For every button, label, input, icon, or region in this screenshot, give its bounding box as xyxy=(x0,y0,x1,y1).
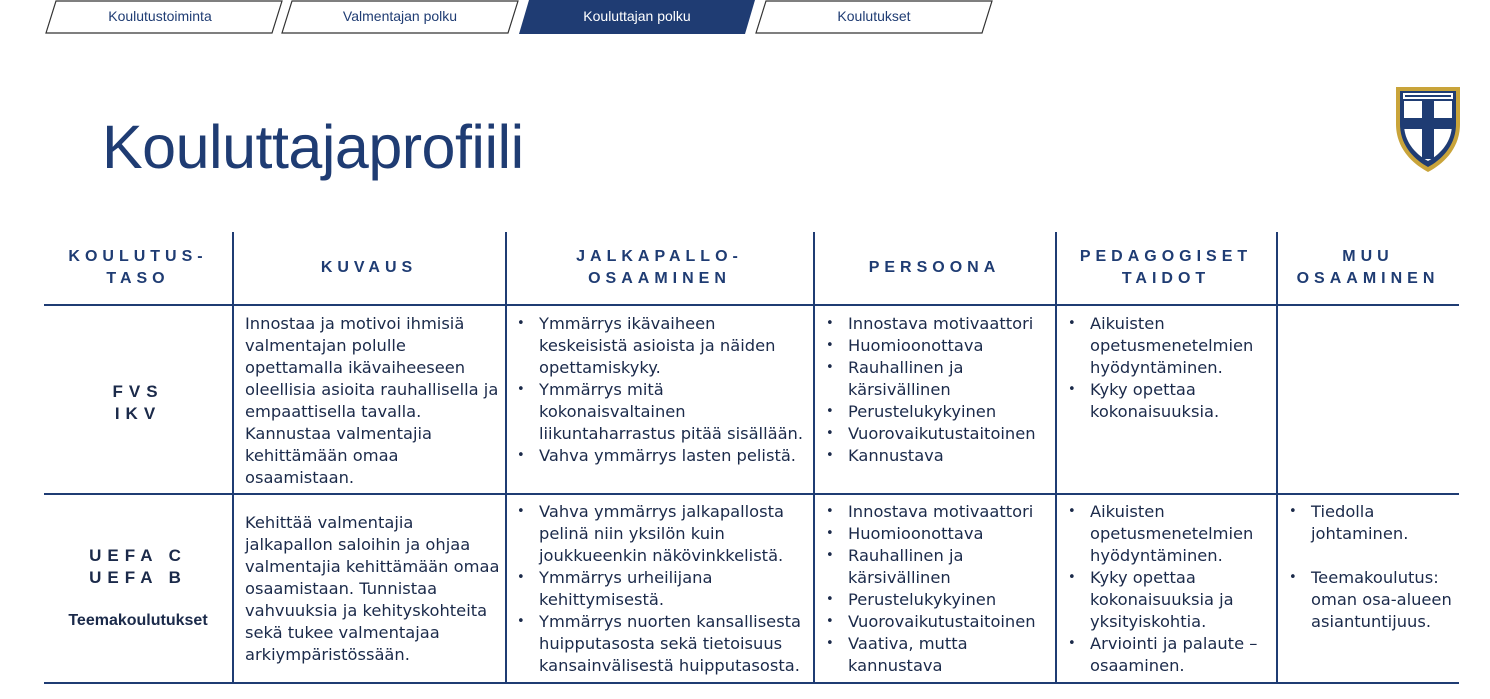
column-divider xyxy=(232,232,234,684)
list-item: • Rauhallinen ja kärsivällinen xyxy=(826,357,1054,401)
list-item: • Vahva ymmärrys lasten pelistä. xyxy=(517,445,807,467)
header-line: JALKAPALLO- xyxy=(576,248,743,265)
list-item: • Teemakoulutus: oman osa-alueen asiantuntijuus. xyxy=(1289,567,1457,633)
row2-persona xyxy=(826,501,1054,677)
header-line: TASO xyxy=(106,270,170,287)
list-item: • Perustelukykyinen xyxy=(826,401,1054,423)
header-muu-osaaminen xyxy=(1277,232,1459,304)
list-item: • Vaativa, mutta kannustava xyxy=(826,633,1054,677)
list-item: • Ymmärrys mitä kokonaisvaltainen liikuntaharrastus pitää sisällään. xyxy=(517,379,807,445)
header-line: KOULUTUS- xyxy=(68,248,208,265)
page-title: Kouluttajaprofiili xyxy=(102,113,524,181)
tab-label: Kouluttajan polku xyxy=(583,8,691,24)
list-item: • Ymmärrys urheilijana kehittymisestä. xyxy=(517,567,807,611)
header-line: OSAAMINEN xyxy=(1296,270,1440,287)
header-line: TAIDOT xyxy=(1121,270,1211,287)
row2-other xyxy=(1289,501,1457,633)
header-pedagogiset-taidot xyxy=(1056,232,1276,304)
list-item: • Vuorovaikutustaitoinen xyxy=(826,423,1054,445)
tab-koulutustoiminta[interactable] xyxy=(44,0,274,34)
header-line: KUVAUS xyxy=(320,259,418,276)
list-item: • Vuorovaikutustaitoinen xyxy=(826,611,1054,633)
list-item: • Vahva ymmärrys jalkapallosta pelinä niin yksilön kuin joukkueenkin näkövinkkelistä. xyxy=(517,501,807,567)
row1-level xyxy=(44,381,232,425)
row2-description: Kehittää valmentajia jalkapallon saloihin ja ohjaa valmentajia kehittämään omaa osaamistaan. Tunnistaa vahvuuksia ja kehityskohteita sekä tukee valmentajaa arkiympäristössään. xyxy=(245,513,500,664)
list-item: • Arviointi ja palaute – osaaminen. xyxy=(1068,633,1268,677)
row2-theme-trainings: Teemakoulutukset xyxy=(68,612,208,629)
level-name: UEFA C xyxy=(89,546,187,565)
column-divider xyxy=(1055,232,1057,684)
header-line: MUU xyxy=(1342,248,1394,265)
column-divider xyxy=(813,232,815,684)
header-line: PERSOONA xyxy=(868,259,1001,276)
header-persoona xyxy=(814,232,1055,304)
tab-valmentajan-polku[interactable] xyxy=(280,0,510,34)
row2-level xyxy=(44,545,232,589)
list-item: • Innostava motivaattori xyxy=(826,501,1054,523)
list-item: • Huomioonottava xyxy=(826,335,1054,357)
tab-kouluttajan-polku[interactable] xyxy=(517,0,747,34)
football-association-logo xyxy=(1393,84,1463,174)
list-item: • Perustelukykyinen xyxy=(826,589,1054,611)
list-item: • Kyky opettaa kokonaisuuksia ja yksityiskohtia. xyxy=(1068,567,1268,633)
list-item: • Kyky opettaa kokonaisuuksia. xyxy=(1068,379,1268,423)
header-line: OSAAMINEN xyxy=(588,270,731,287)
list-item: • Aikuisten opetusmenetelmien hyödyntäminen. xyxy=(1068,313,1268,379)
list-item: • Kannustava xyxy=(826,445,1054,467)
list-item: • Ymmärrys ikävaiheen keskeisistä asioista ja näiden opettamiskyky. xyxy=(517,313,807,379)
row2-football xyxy=(517,501,807,677)
level-name: FVS xyxy=(112,382,164,401)
tab-label: Koulutukset xyxy=(837,8,911,24)
header-jalkapallo-osaaminen xyxy=(506,232,813,304)
row1-pedagogy xyxy=(1068,313,1268,423)
level-name: IKV xyxy=(114,404,162,423)
header-koulutustaso xyxy=(44,232,232,304)
row2-pedagogy xyxy=(1068,501,1268,677)
table-divider xyxy=(44,682,1459,684)
level-name: UEFA B xyxy=(89,568,187,587)
row1-football xyxy=(517,313,807,467)
row1-description: Innostaa ja motivoi ihmisiä valmentajan polulle opettamalla ikävaiheeseen oleellisia asioita rauhallisella ja empaattisella tavalla. Kannustaa valmentajia kehittämään omaa osaamistaan. xyxy=(245,314,499,487)
tab-koulutukset[interactable] xyxy=(754,0,984,34)
list-item: • Aikuisten opetusmenetelmien hyödyntäminen. xyxy=(1068,501,1268,567)
table-divider xyxy=(44,493,1459,495)
tab-label: Koulutustoiminta xyxy=(108,8,212,24)
tab-label: Valmentajan polku xyxy=(342,8,458,24)
list-item: • Rauhallinen ja kärsivällinen xyxy=(826,545,1054,589)
list-item: • Huomioonottava xyxy=(826,523,1054,545)
table-divider xyxy=(44,304,1459,306)
list-item: • Tiedolla johtaminen. xyxy=(1289,501,1457,545)
row1-persona xyxy=(826,313,1054,467)
column-divider xyxy=(505,232,507,684)
header-kuvaus xyxy=(233,232,505,304)
list-item: • Ymmärrys nuorten kansallisesta huipputasosta sekä tietoisuus kansainvälisestä huipputasosta. xyxy=(517,611,807,677)
header-line: PEDAGOGISET xyxy=(1079,248,1253,265)
column-divider xyxy=(1276,232,1278,684)
list-item: • Innostava motivaattori xyxy=(826,313,1054,335)
